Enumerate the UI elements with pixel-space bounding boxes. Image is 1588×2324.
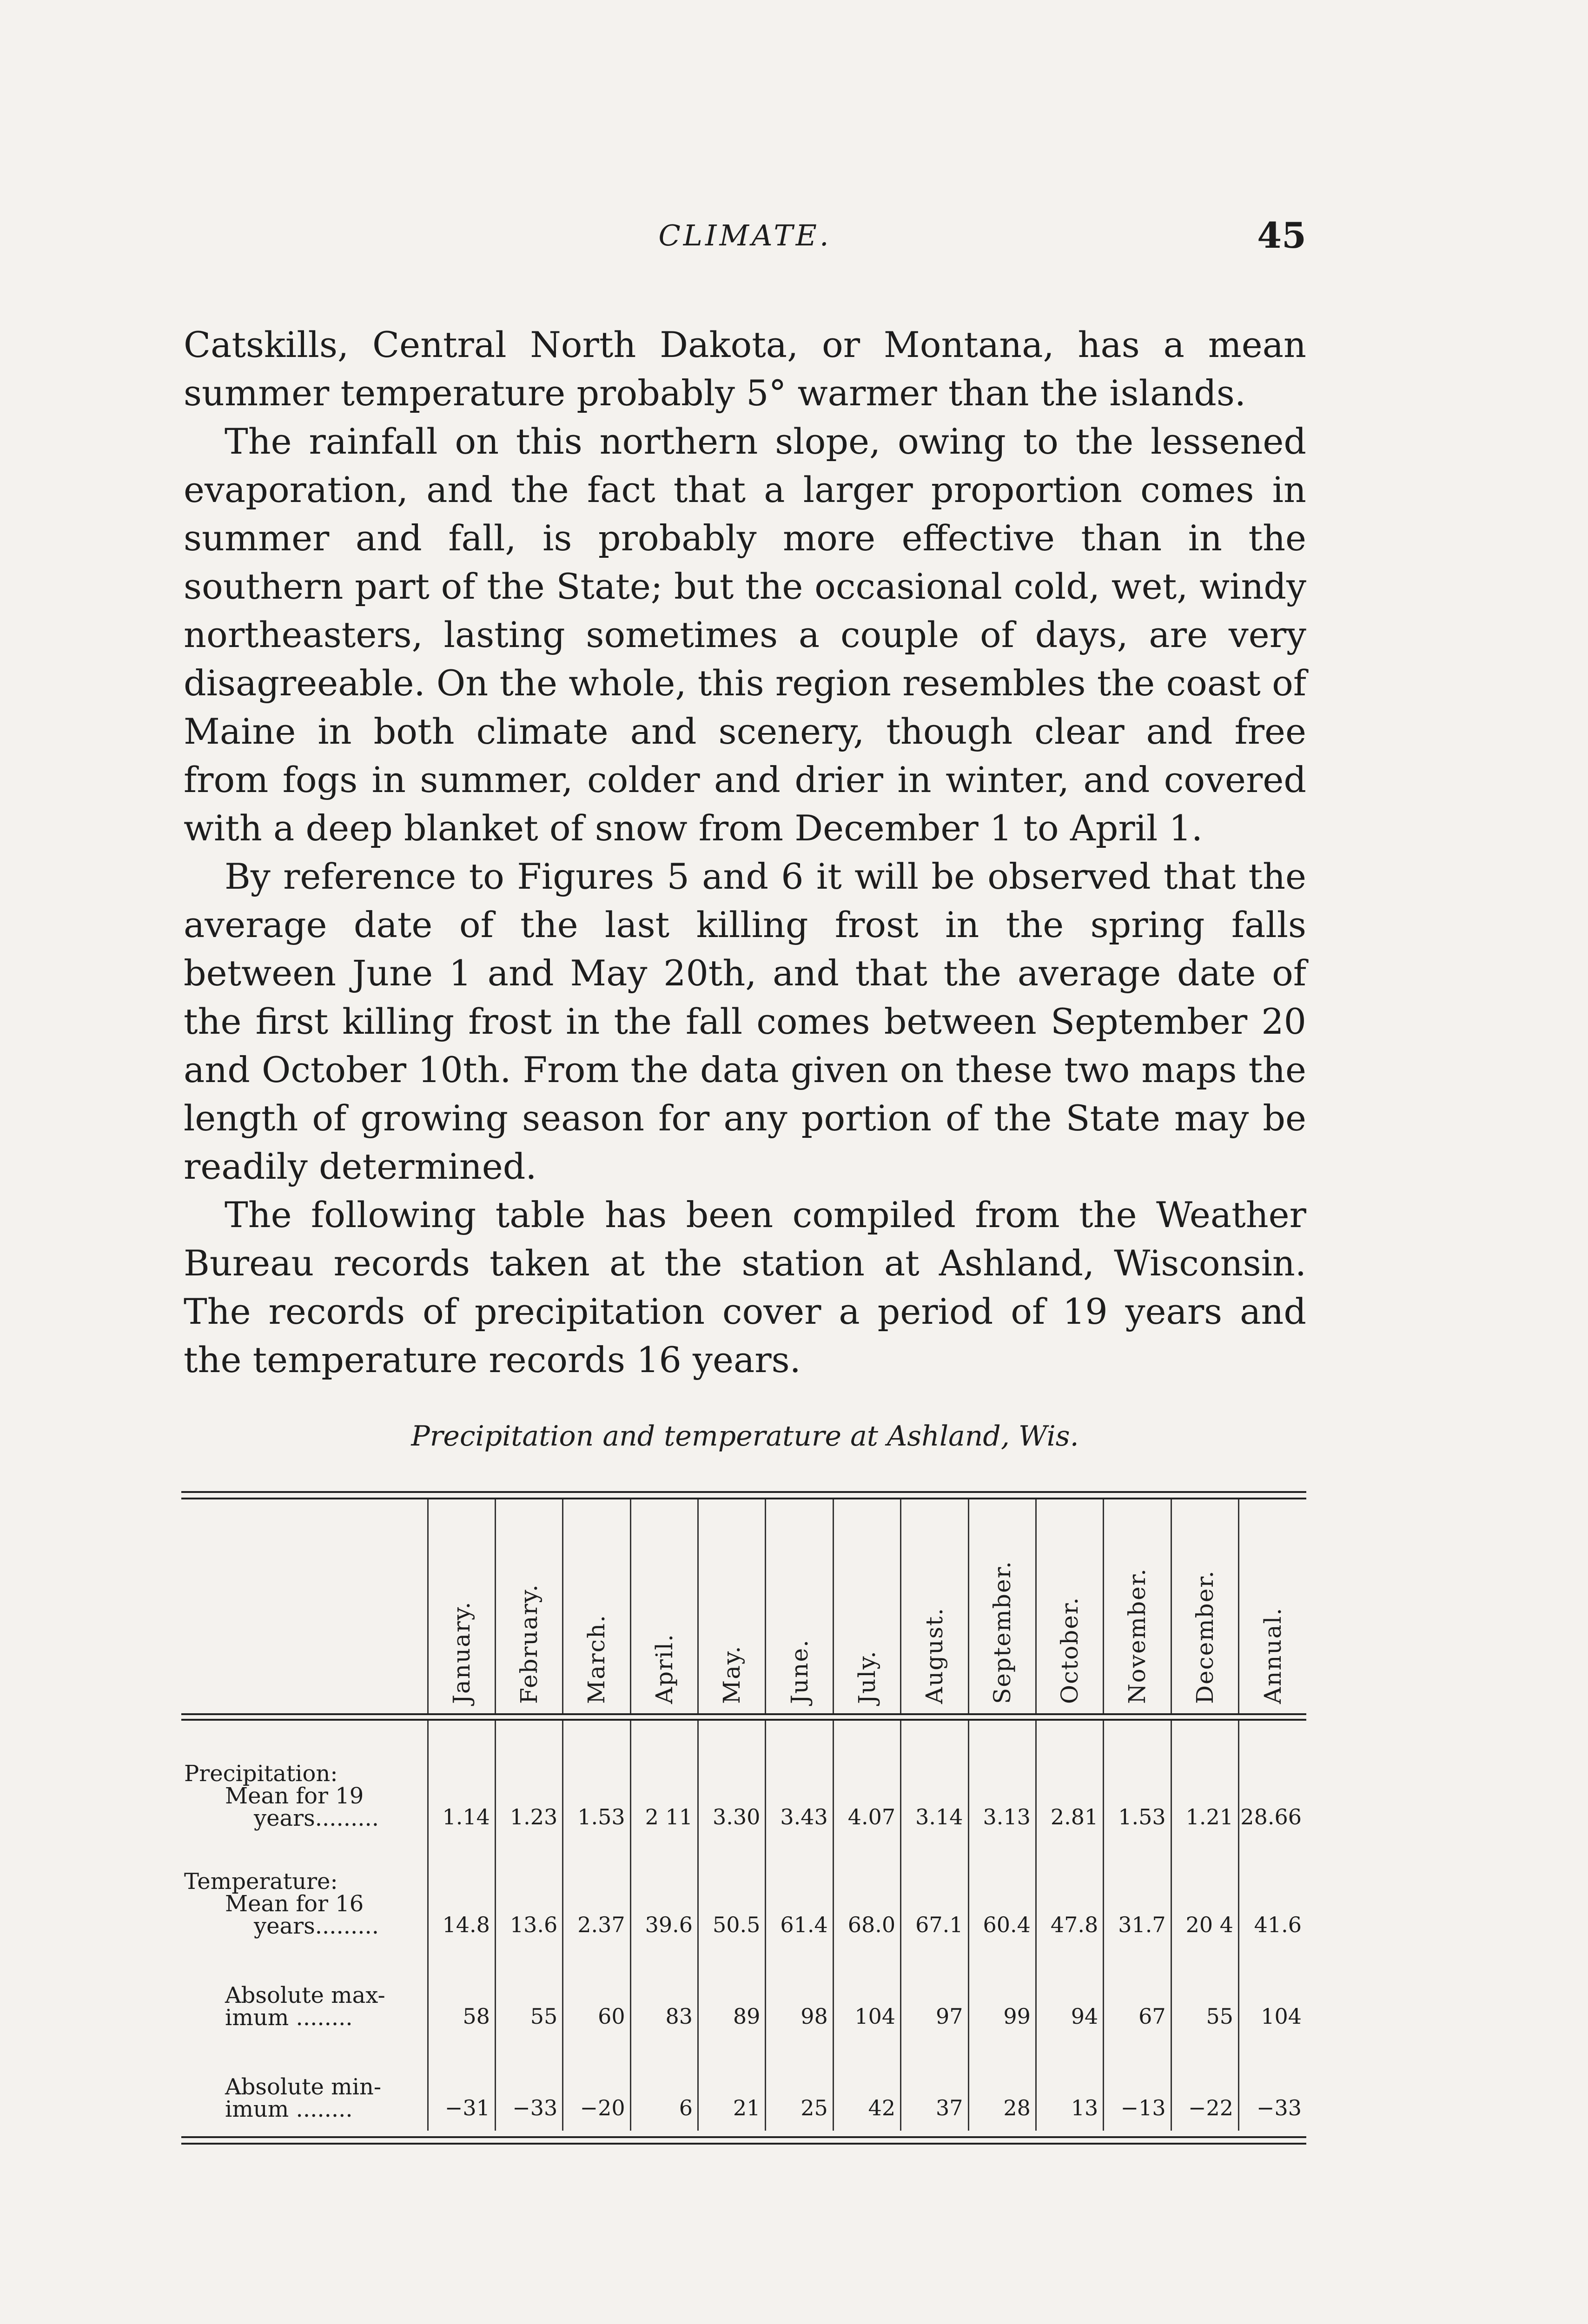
row-label-line: Absolute max- [225,1982,385,2008]
table-bottom-rule [181,2136,1306,2145]
table-cell: 50.5 [698,1840,766,1948]
table-cell: 67 [1104,1948,1171,2039]
paragraph: By reference to Figures 5 and 6 it will be observed that the average date of the last killing frost in the spring falls between June 1 and May 20th, and that the average date of the first killing frost in the fall comes between September 20 and October 10th. From the data given on these two maps the length of growing season for any portion of the State may be readily determined. [184,856,1306,1187]
paragraph: The rainfall on this northern slope, owing to the lessened evaporation, and the fact that a larger proportion comes in summer and fall, is probably more effective than in the southern part of the State; but the occasional cold, wet, windy northeasters, lasting sometimes a couple of days, are very disagreeable. On the whole, this region resembles the coast of Maine in both climate and scenery, though clear and free from fogs in summer, colder and drier in winter, and covered with a deep blanket of snow from December 1 to April 1. [184,421,1306,849]
table-cell: 37 [901,2039,968,2131]
table-cell: 1.53 [563,1720,630,1840]
column-header [495,1499,562,1714]
table-cell: 28.66 [1239,1720,1307,1840]
column-header-label: October. [1056,1596,1084,1704]
table-cell: −33 [495,2039,562,2131]
paragraph: The following table has been compiled from the Weather Bureau records taken at the station at Ashland, Wisconsin. The records of precipitation cover a period of 19 years and the temperature records 16 years. [184,1194,1306,1380]
row-label-line: Mean for 16 [225,1891,364,1917]
column-header [428,1499,495,1714]
column-header [1171,1499,1238,1714]
table-row [181,2039,1306,2131]
table-cell: 89 [698,1948,766,2039]
table-cell: 67.1 [901,1840,968,1948]
table-cell: 42 [833,2039,900,2131]
table-cell: 14.8 [428,1840,495,1948]
table-cell: 13.6 [495,1840,562,1948]
row-label-line: years......... [254,1805,379,1831]
table-row [181,1948,1306,2039]
table-row [181,1720,1306,1840]
row-group-label: Precipitation: [184,1761,338,1787]
table-cell: 25 [766,2039,833,2131]
table-caption: Precipitation and temperature at Ashland, Wis. [411,1420,1079,1452]
column-header-label: July. [853,1650,880,1704]
table-cell: 1.53 [1104,1720,1171,1840]
table-cell: −33 [1239,2039,1307,2131]
table-cell: 83 [630,1948,698,2039]
table-cell: 1.14 [428,1720,495,1840]
row-label [181,1840,428,1948]
column-header [833,1499,900,1714]
table-cell: 6 [630,2039,698,2131]
table-cell: 60 [563,1948,630,2039]
table-cell: 3.14 [901,1720,968,1840]
column-header-label: November. [1124,1568,1151,1704]
table-cell: 28 [968,2039,1036,2131]
column-header-label: August. [921,1607,948,1704]
table-cell: 21 [698,2039,766,2131]
table-cell: 99 [968,1948,1036,2039]
climate-table [181,1491,1306,2145]
row-label [181,2039,428,2131]
table-cell: 60.4 [968,1840,1036,1948]
table-cell: 3.30 [698,1720,766,1840]
row-label-line: Mean for 19 [225,1783,364,1809]
column-header [901,1499,968,1714]
column-header-label: February. [516,1584,543,1704]
table-cell: −20 [563,2039,630,2131]
table-cell: 39.6 [630,1840,698,1948]
row-label-line: Absolute min- [225,2074,382,2100]
table-cell: 68.0 [833,1840,900,1948]
table-cell: 97 [901,1948,968,2039]
table-cell: 61.4 [766,1840,833,1948]
column-header-label: June. [786,1639,813,1704]
row-label-line: imum ........ [225,2005,353,2031]
table-cell: 1.23 [495,1720,562,1840]
paragraph: Catskills, Central North Dakota, or Montana, has a mean summer temperature probably 5° warmer than the islands. [184,324,1306,414]
table-cell: 104 [1239,1948,1307,2039]
table-cell: 55 [495,1948,562,2039]
column-header [1036,1499,1103,1714]
table-corner [181,1499,428,1714]
column-header-label: December. [1191,1570,1218,1704]
table-top-rule [181,1491,1306,1499]
table-cell: 94 [1036,1948,1103,2039]
table-cell: 2 11 [630,1720,698,1840]
table-cell: 20 4 [1171,1840,1238,1948]
table-cell: 3.43 [766,1720,833,1840]
table-cell: 2.81 [1036,1720,1103,1840]
body-text [184,321,1306,1384]
row-label [181,1948,428,2039]
column-header [698,1499,766,1714]
column-header-label: Annual. [1259,1607,1286,1704]
column-header [968,1499,1036,1714]
table-cell: 13 [1036,2039,1103,2131]
column-header [1104,1499,1171,1714]
table-cell: 58 [428,1948,495,2039]
table-cell: −13 [1104,2039,1171,2131]
column-header-label: January. [448,1601,475,1704]
table-cell: 4.07 [833,1720,900,1840]
column-header-label: May. [718,1645,746,1704]
running-head [184,215,1306,270]
table-cell: 2.37 [563,1840,630,1948]
column-header [1239,1499,1307,1714]
table-cell: 31.7 [1104,1840,1171,1948]
table-row [181,1840,1306,1948]
row-label-line: imum ........ [225,2096,353,2122]
table-cell: 41.6 [1239,1840,1307,1948]
column-header [630,1499,698,1714]
climate-data-table [181,1499,1306,2131]
header-rule [181,1714,1306,1720]
table-cell: 104 [833,1948,900,2039]
table-cell: 47.8 [1036,1840,1103,1948]
table-cell: 3.13 [968,1720,1036,1840]
column-header [766,1499,833,1714]
table-cell: −22 [1171,2039,1238,2131]
row-group-label: Temperature: [184,1868,338,1895]
row-label-line: years......... [254,1913,379,1939]
table-cell: 55 [1171,1948,1238,2039]
page-number: 45 [1257,215,1306,256]
table-cell: 1.21 [1171,1720,1238,1840]
table-cell: 98 [766,1948,833,2039]
column-header-label: April. [650,1633,678,1704]
column-header-label: September. [988,1560,1016,1704]
running-title: CLIMATE. [658,218,832,252]
row-label [181,1720,428,1840]
column-header [563,1499,630,1714]
table-cell: −31 [428,2039,495,2131]
column-header-label: March. [583,1614,610,1704]
